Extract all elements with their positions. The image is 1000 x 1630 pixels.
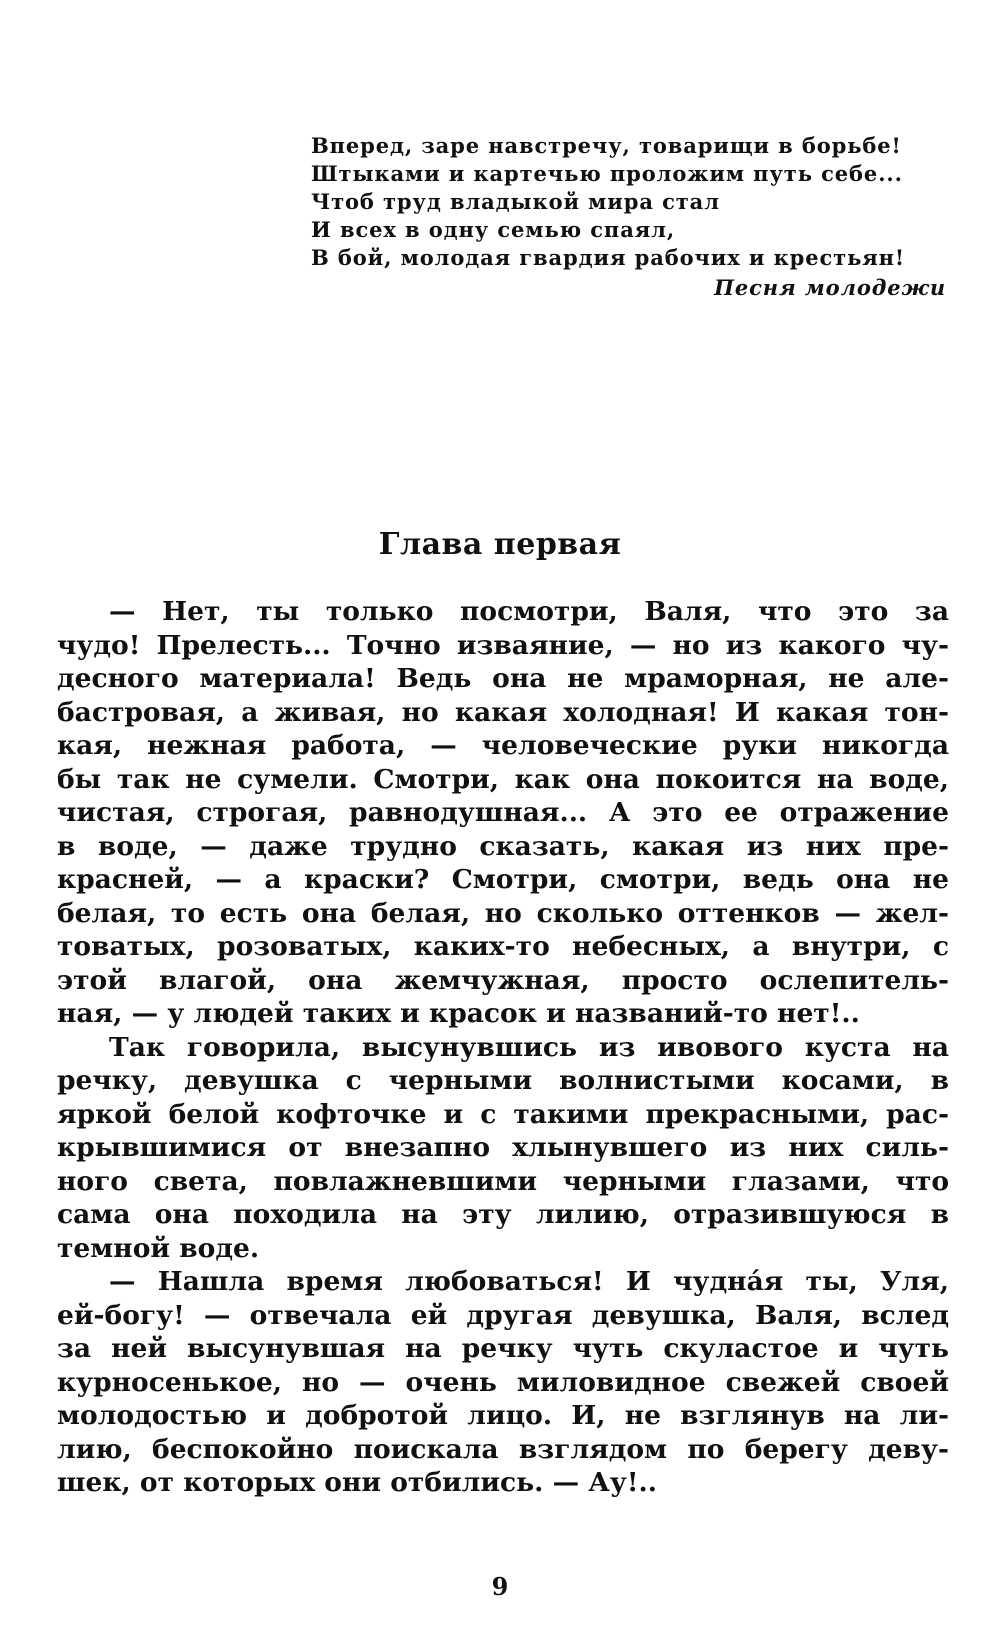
body-line: речку, девушка с черными волнистыми косами, в (57, 1065, 949, 1096)
epigraph (311, 132, 946, 302)
body-line: лию, беспокойно поискала взглядом по берегу деву- (57, 1433, 949, 1465)
epigraph-line: Чтоб труд владыкой мира стал (311, 189, 720, 214)
chapter-title: Глава первая (378, 527, 622, 562)
body-line: красней, — а краски? Смотри, смотри, ведь она не (57, 864, 949, 895)
body-line: Так говорила, высунувшись из ивового куста на (109, 1031, 949, 1063)
body-line: чистая, строгая, равнодушная... А это ее отражение (57, 797, 949, 828)
page-number: 9 (491, 1572, 509, 1601)
body-line: в воде, — даже трудно сказать, какая из них пре- (57, 830, 949, 862)
body-line: этой влагой, она жемчужная, просто ослепитель- (57, 964, 949, 996)
epigraph-line: Вперед, заре навстречу, товарищи в борьбе! (311, 133, 902, 158)
epigraph-source: Песня молодежи (714, 275, 946, 300)
epigraph-line: И всех в одну семью спаял, (311, 217, 676, 242)
chapter-body (57, 595, 949, 1500)
epigraph-line: Штыками и картечью проложим путь себе... (311, 161, 903, 186)
body-line: за ней высунувшая на речку чуть скуластое и чуть (57, 1333, 949, 1364)
epigraph-line: В бой, молодая гвардия рабочих и крестьян! (311, 245, 906, 270)
body-line: белая, то есть она белая, но сколько оттенков — жел- (57, 897, 949, 929)
body-line: курносенькое, но — очень миловидное свежей своей (57, 1366, 949, 1398)
body-line: чудо! Прелесть... Точно изваяние, — но из какого чу- (57, 629, 949, 661)
body-line: — Нет, ты только посмотри, Валя, что это за (109, 596, 949, 627)
body-line: ей-богу! — отвечала ей другая девушка, Валя, вслед (57, 1299, 949, 1331)
body-line: шек, от которых они отбились. — Ау!.. (57, 1467, 657, 1498)
body-line: десного материала! Ведь она не мраморная, не але- (57, 663, 949, 694)
body-line: кая, нежная работа, — человеческие руки никогда (57, 730, 949, 761)
body-line: бы так не сумели. Смотри, как она покоится на воде, (57, 763, 949, 795)
body-line: товатых, розоватых, каких-то небесных, а внутри, с (57, 931, 949, 962)
body-line: ная, — у людей таких и красок и названий-то нет!.. (57, 998, 860, 1029)
body-line: яркой белой кофточке и с такими прекрасными, рас- (57, 1098, 949, 1130)
body-line: темной воде. (57, 1232, 260, 1264)
body-line: — Нашла время любоваться! И чудна́я ты, Уля, (109, 1266, 949, 1297)
body-line: ного света, повлажневшими черными глазами, что (57, 1165, 949, 1197)
body-line: бастровая, а живая, но какая холодная! И какая тон- (57, 696, 949, 728)
body-line: сама она походила на эту лилию, отразившуюся в (57, 1199, 949, 1230)
body-line: крывшимися от внезапно хлынувшего из них силь- (57, 1132, 949, 1163)
body-line: молодостью и добротой лицо. И, не взглянув на ли- (57, 1400, 949, 1431)
